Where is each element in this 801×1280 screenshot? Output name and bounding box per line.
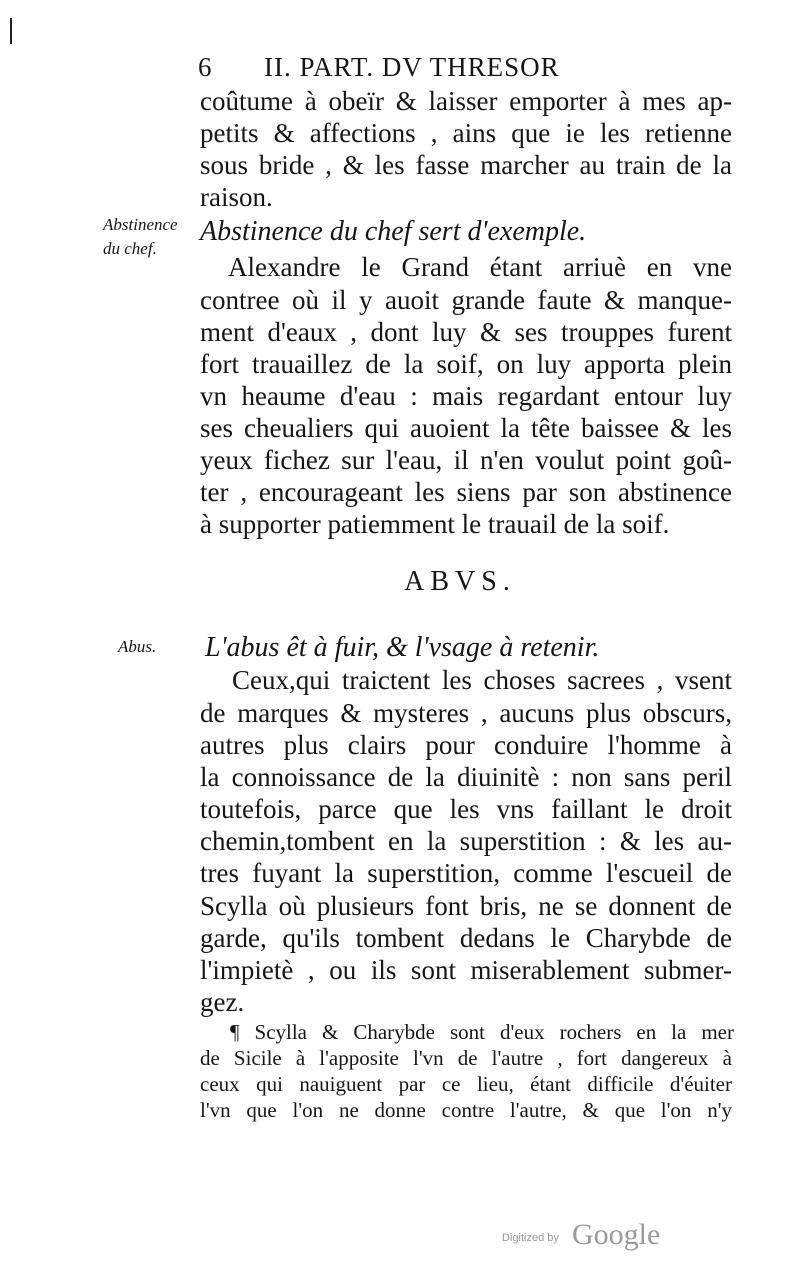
paragraph-line: de marques & mysteres , aucuns plus obscurs, bbox=[200, 698, 732, 728]
paragraph-line: toutefois, parce que les vns faillant le droit bbox=[200, 794, 732, 824]
paragraph-line: autres plus clairs pour conduire l'homme à bbox=[200, 730, 732, 760]
note-line: l'vn que l'on ne donne contre l'autre, & que l'on n'y bbox=[200, 1098, 732, 1122]
paragraph-line: yeux fichez sur l'eau, il n'en voulut point goû- bbox=[200, 445, 732, 475]
subheading: Abstinence du chef sert d'exemple. bbox=[200, 216, 587, 247]
paragraph-line: vn heaume d'eau : mais regardant entour luy bbox=[200, 381, 732, 411]
note-line: ceux qui nauiguent par ce lieu, étant difficile d'éuiter bbox=[200, 1072, 732, 1096]
page-edge-mark bbox=[10, 18, 12, 44]
margin-note: Abus. bbox=[118, 637, 157, 656]
note-line: ¶ Scylla & Charybde sont d'eux rochers en la mer bbox=[230, 1020, 734, 1044]
paragraph-line: garde, qu'ils tombent dedans le Charybde de bbox=[200, 923, 732, 953]
subheading: L'abus êt à fuir, & l'vsage à retenir. bbox=[205, 632, 600, 663]
running-title: II. PART. DV THRESOR bbox=[264, 52, 560, 82]
paragraph-line: chemin,tombent en la superstition : & les au- bbox=[200, 826, 732, 856]
paragraph-line: gez. bbox=[200, 987, 245, 1017]
paragraph-line: la connoissance de la diuinitè : non sans peril bbox=[200, 762, 732, 792]
section-heading: ABVS. bbox=[404, 566, 516, 597]
paragraph-line: Ceux,qui traictent les choses sacrees , vsent bbox=[232, 665, 732, 695]
margin-note: Abstinence bbox=[103, 215, 178, 234]
paragraph-line: à supporter patiemment le trauail de la soif. bbox=[200, 509, 670, 539]
watermark-brand: Google bbox=[572, 1218, 661, 1251]
watermark-prefix: Digitized by bbox=[502, 1232, 559, 1244]
paragraph-line: fort trauaillez de la soif, on luy apporta plein bbox=[200, 349, 732, 379]
paragraph-line: tres fuyant la superstition, comme l'escueil de bbox=[200, 858, 732, 888]
paragraph-line: Alexandre le Grand étant arriuè en vne bbox=[228, 252, 732, 282]
page-number: 6 bbox=[198, 52, 213, 82]
body-line: sous bride , & les fasse marcher au train de la bbox=[200, 150, 732, 180]
body-line: coûtume à obeïr & laisser emporter à mes ap- bbox=[200, 86, 732, 116]
paragraph-line: ment d'eaux , dont luy & ses trouppes furent bbox=[200, 317, 732, 347]
paragraph-line: contree où il y auoit grande faute & manque- bbox=[200, 285, 732, 315]
paragraph-line: ter , encourageant les siens par son abstinence bbox=[200, 477, 732, 507]
body-line: raison. bbox=[200, 182, 273, 212]
running-head bbox=[196, 52, 666, 88]
paragraph-line: l'impietè , ou ils sont miserablement submer- bbox=[200, 955, 732, 985]
body-line: petits & affections , ains que ie les retienne bbox=[200, 118, 732, 148]
paragraph-line: ses cheualiers qui auoient la tête baissee & les bbox=[200, 413, 732, 443]
paragraph-line: Scylla où plusieurs font bris, ne se donnent de bbox=[200, 891, 732, 921]
note-line: de Sicile à l'apposite l'vn de l'autre , fort dangereux à bbox=[200, 1046, 732, 1070]
margin-note: du chef. bbox=[103, 239, 157, 258]
